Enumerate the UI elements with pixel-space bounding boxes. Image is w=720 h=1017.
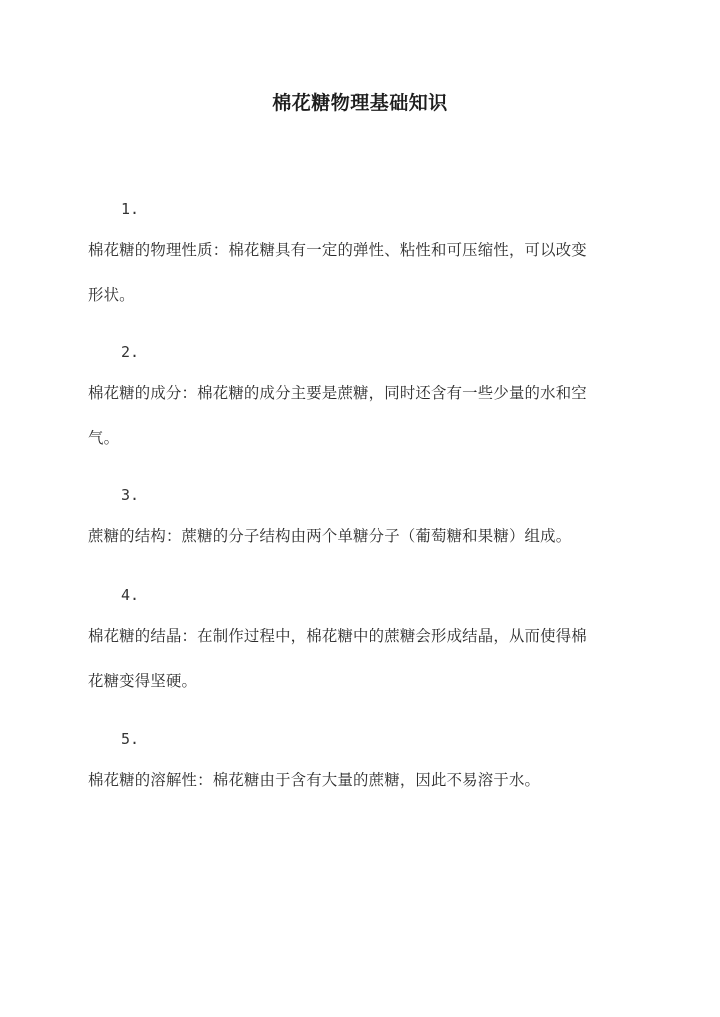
item-text-5-line-1: 棉花糖的溶解性：棉花糖由于含有大量的蔗糖，因此不易溶于水。 bbox=[88, 771, 541, 789]
item-number-1: 1. bbox=[121, 200, 140, 218]
item-number-4: 4. bbox=[121, 586, 140, 604]
item-text-2-line-1: 棉花糖的成分：棉花糖的成分主要是蔗糖，同时还含有一些少量的水和空 bbox=[88, 384, 587, 402]
item-number-5: 5. bbox=[121, 730, 140, 748]
item-number-2: 2. bbox=[121, 343, 140, 361]
item-text-1-line-1: 棉花糖的物理性质：棉花糖具有一定的弹性、粘性和可压缩性，可以改变 bbox=[88, 241, 587, 259]
item-number-3: 3. bbox=[121, 486, 140, 504]
item-text-3-line-1: 蔗糖的结构：蔗糖的分子结构由两个单糖分子（葡萄糖和果糖）组成。 bbox=[88, 527, 572, 545]
item-text-4-line-2: 花糖变得坚硬。 bbox=[88, 672, 198, 690]
item-text-2-line-2: 气。 bbox=[88, 429, 120, 447]
item-text-4-line-1: 棉花糖的结晶：在制作过程中，棉花糖中的蔗糖会形成结晶，从而使得棉 bbox=[88, 627, 587, 645]
document-title: 棉花糖物理基础知识 bbox=[272, 92, 448, 114]
item-text-1-line-2: 形状。 bbox=[88, 286, 135, 304]
